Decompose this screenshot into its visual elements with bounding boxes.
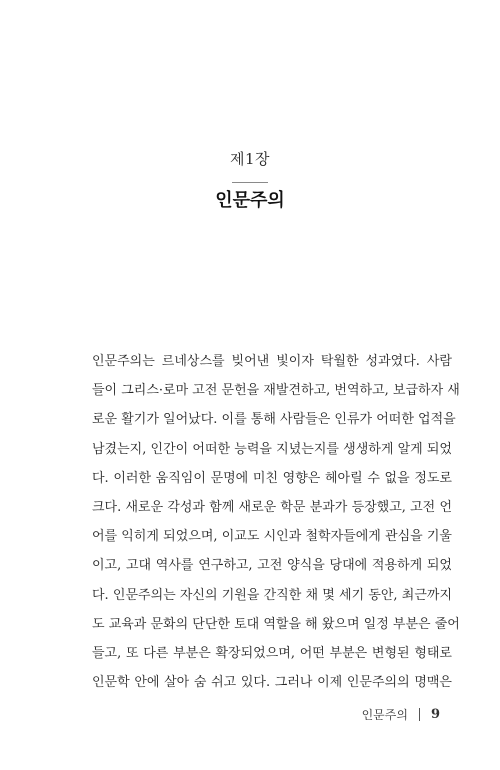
body-text [92,347,460,697]
chapter-label: 제1장 [229,150,271,168]
page-number: 9 [430,706,440,722]
body-line: 다. 인문주의는 자신의 기원을 간직한 채 몇 세기 동안, 최근까지 [92,587,452,603]
body-line: 다. 이러한 움직임이 문명에 미친 영향은 헤아릴 수 없을 정도로 [92,470,452,486]
body-line: 도 교육과 문화의 단단한 토대 역할을 해 왔으며 일정 부분은 줄어 [92,616,460,632]
chapter-title: 인문주의 [215,190,285,211]
page-footer [362,704,440,724]
body-line: 인문주의는 르네상스를 빚어낸 빛이자 탁월한 성과였다. 사람 [92,354,452,369]
chapter-divider [232,182,268,183]
body-line: 로운 활기가 일어났다. 이를 통해 사람들은 인류가 어떠한 업적을 [92,412,456,428]
body-line: 인문학 안에 살아 숨 쉬고 있다. 그러나 이제 인문주의의 명맥은 [92,675,452,691]
body-line: 들고, 또 다른 부분은 확장되었으며, 어떤 부분은 변형된 형태로 [92,645,452,661]
body-line: 들이 그리스·로마 고전 문헌을 재발견하고, 번역하고, 보급하자 새 [92,383,460,399]
body-line: 이고, 고대 역사를 연구하고, 고전 양식을 당대에 적용하게 되었 [92,558,452,574]
body-line: 크다. 새로운 각성과 함께 새로운 학문 분과가 등장했고, 고전 언 [92,499,452,515]
footer-separator [419,708,420,721]
body-line: 어를 익히게 되었으며, 이교도 시인과 철학자들에게 관심을 기울 [92,529,452,545]
running-title: 인문주의 [361,707,408,722]
body-line: 남겼는지, 인간이 어떠한 능력을 지녔는지를 생생하게 알게 되었 [92,441,452,457]
